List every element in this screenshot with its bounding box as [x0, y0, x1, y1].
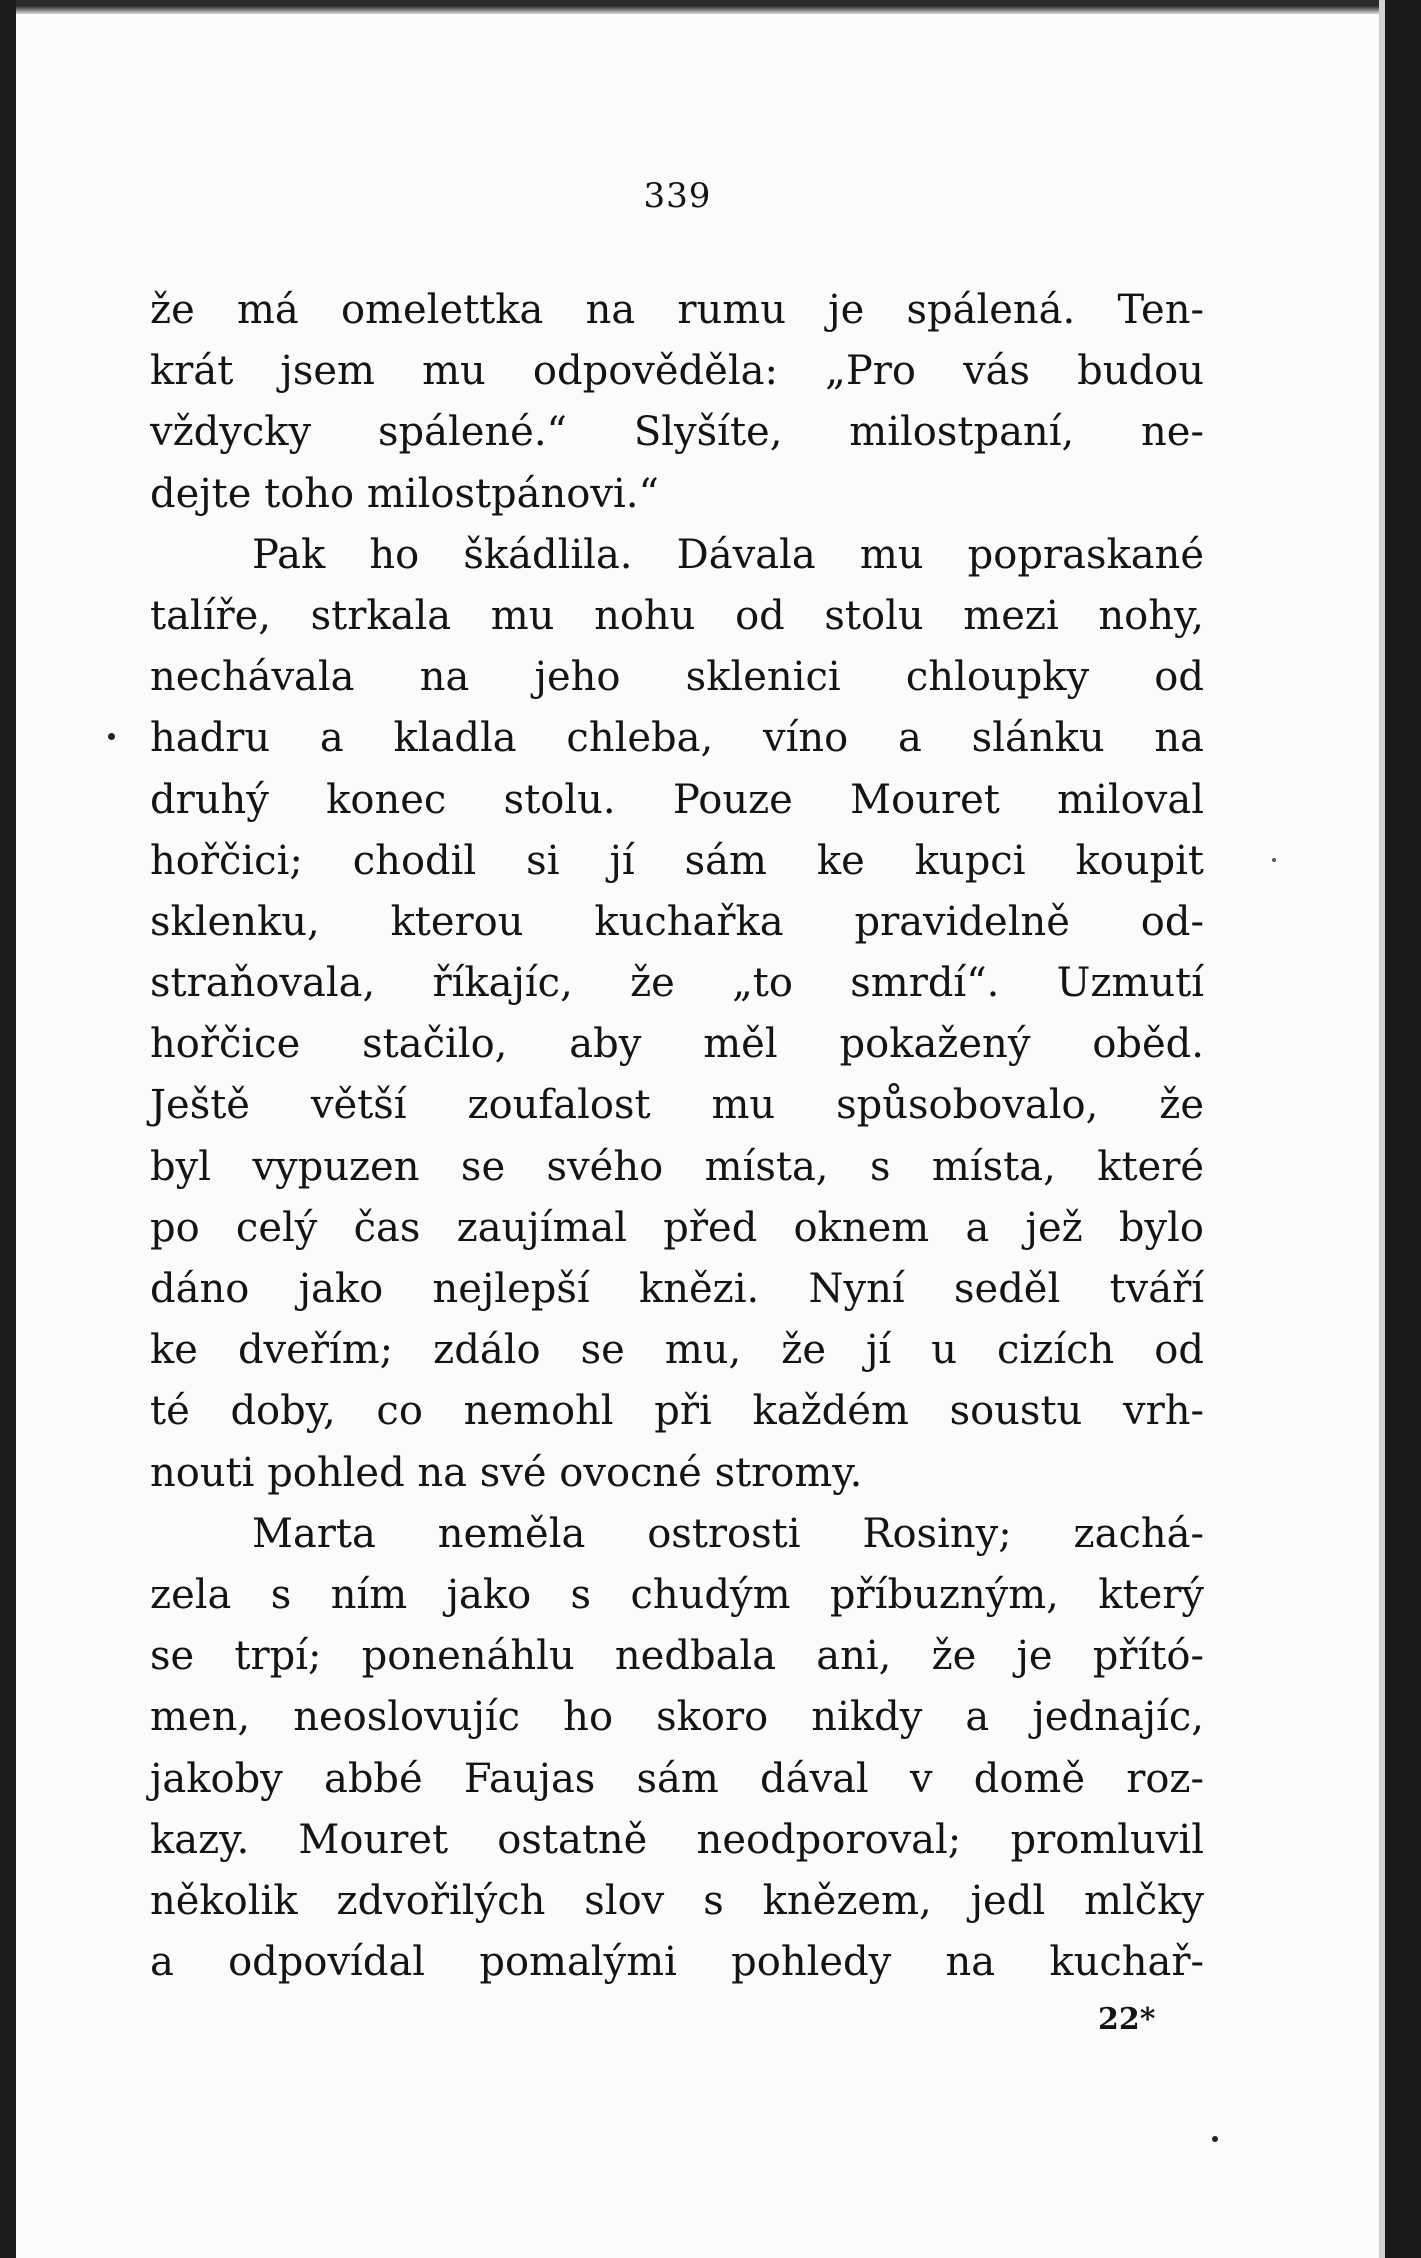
text-line: straňovala, říkajíc, že „to smrdí“. Uzmutí	[150, 960, 1204, 1007]
text-line: vždycky spálené.“ Slyšíte, milostpaní, ne-	[150, 409, 1204, 456]
page-right-edge	[1385, 0, 1421, 2258]
text-line: Ještě větší zoufalost mu spůsobovalo, že	[150, 1082, 1204, 1129]
text-line: nouti pohled na své ovocné stromy.	[150, 1449, 863, 1496]
page-number: 339	[643, 176, 712, 216]
ink-speck	[1212, 2136, 1218, 2142]
text-line: hadru a kladla chleba, víno a slánku na	[150, 715, 1204, 762]
text-line: že má omelettka na rumu je spálená. Ten-	[150, 287, 1204, 333]
page-top-edge	[0, 0, 1421, 14]
text-line: a odpovídal pomalými pohledy na kuchař-	[150, 1939, 1204, 1986]
page-left-edge	[0, 0, 16, 2258]
text-line: men, neoslovujíc ho skoro nikdy a jednajíc,	[150, 1694, 1204, 1741]
signature-mark: 22*	[1098, 2002, 1156, 2037]
ink-speck	[108, 733, 115, 740]
text-line: hořčici; chodil si jí sám ke kupci koupit	[150, 837, 1204, 884]
text-line: zela s ním jako s chudým příbuzným, který	[150, 1571, 1204, 1618]
text-line: po celý čas zaujímal před oknem a jež bylo	[150, 1204, 1204, 1251]
text-line: sklenku, kterou kuchařka pravidelně od-	[150, 898, 1204, 945]
text-line: hořčice stačilo, aby měl pokažený oběd.	[150, 1021, 1204, 1068]
text-line: té doby, co nemohl při každém soustu vrh-	[150, 1388, 1204, 1435]
text-line: dáno jako nejlepší knězi. Nyní seděl tváří	[150, 1266, 1204, 1312]
text-line: ke dveřím; zdálo se mu, že jí u cizích od	[150, 1327, 1204, 1374]
text-line: jakoby abbé Faujas sám dával v domě roz-	[150, 1755, 1204, 1802]
text-line: nechávala na jeho sklenici chloupky od	[150, 654, 1204, 701]
body-text	[150, 280, 1204, 1993]
text-line: talíře, strkala mu nohu od stolu mezi nohy,	[150, 592, 1204, 639]
text-line: krát jsem mu odpověděla: „Pro vás budou	[150, 348, 1204, 395]
text-line: dejte toho milostpánovi.“	[150, 470, 659, 517]
ink-speck	[1272, 858, 1276, 862]
text-line: druhý konec stolu. Pouze Mouret miloval	[150, 776, 1204, 823]
text-line: několik zdvořilých slov s knězem, jedl mlčky	[150, 1877, 1204, 1924]
text-line: Pak ho škádlila. Dávala mu popraskané	[252, 531, 1204, 578]
text-line: kazy. Mouret ostatně neodporoval; promluvil	[150, 1816, 1204, 1863]
text-line: byl vypuzen se svého místa, s místa, které	[150, 1143, 1204, 1190]
text-line: Marta neměla ostrosti Rosiny; zachá-	[252, 1510, 1204, 1557]
text-line: se trpí; ponenáhlu nedbala ani, že je přító-	[150, 1633, 1204, 1680]
